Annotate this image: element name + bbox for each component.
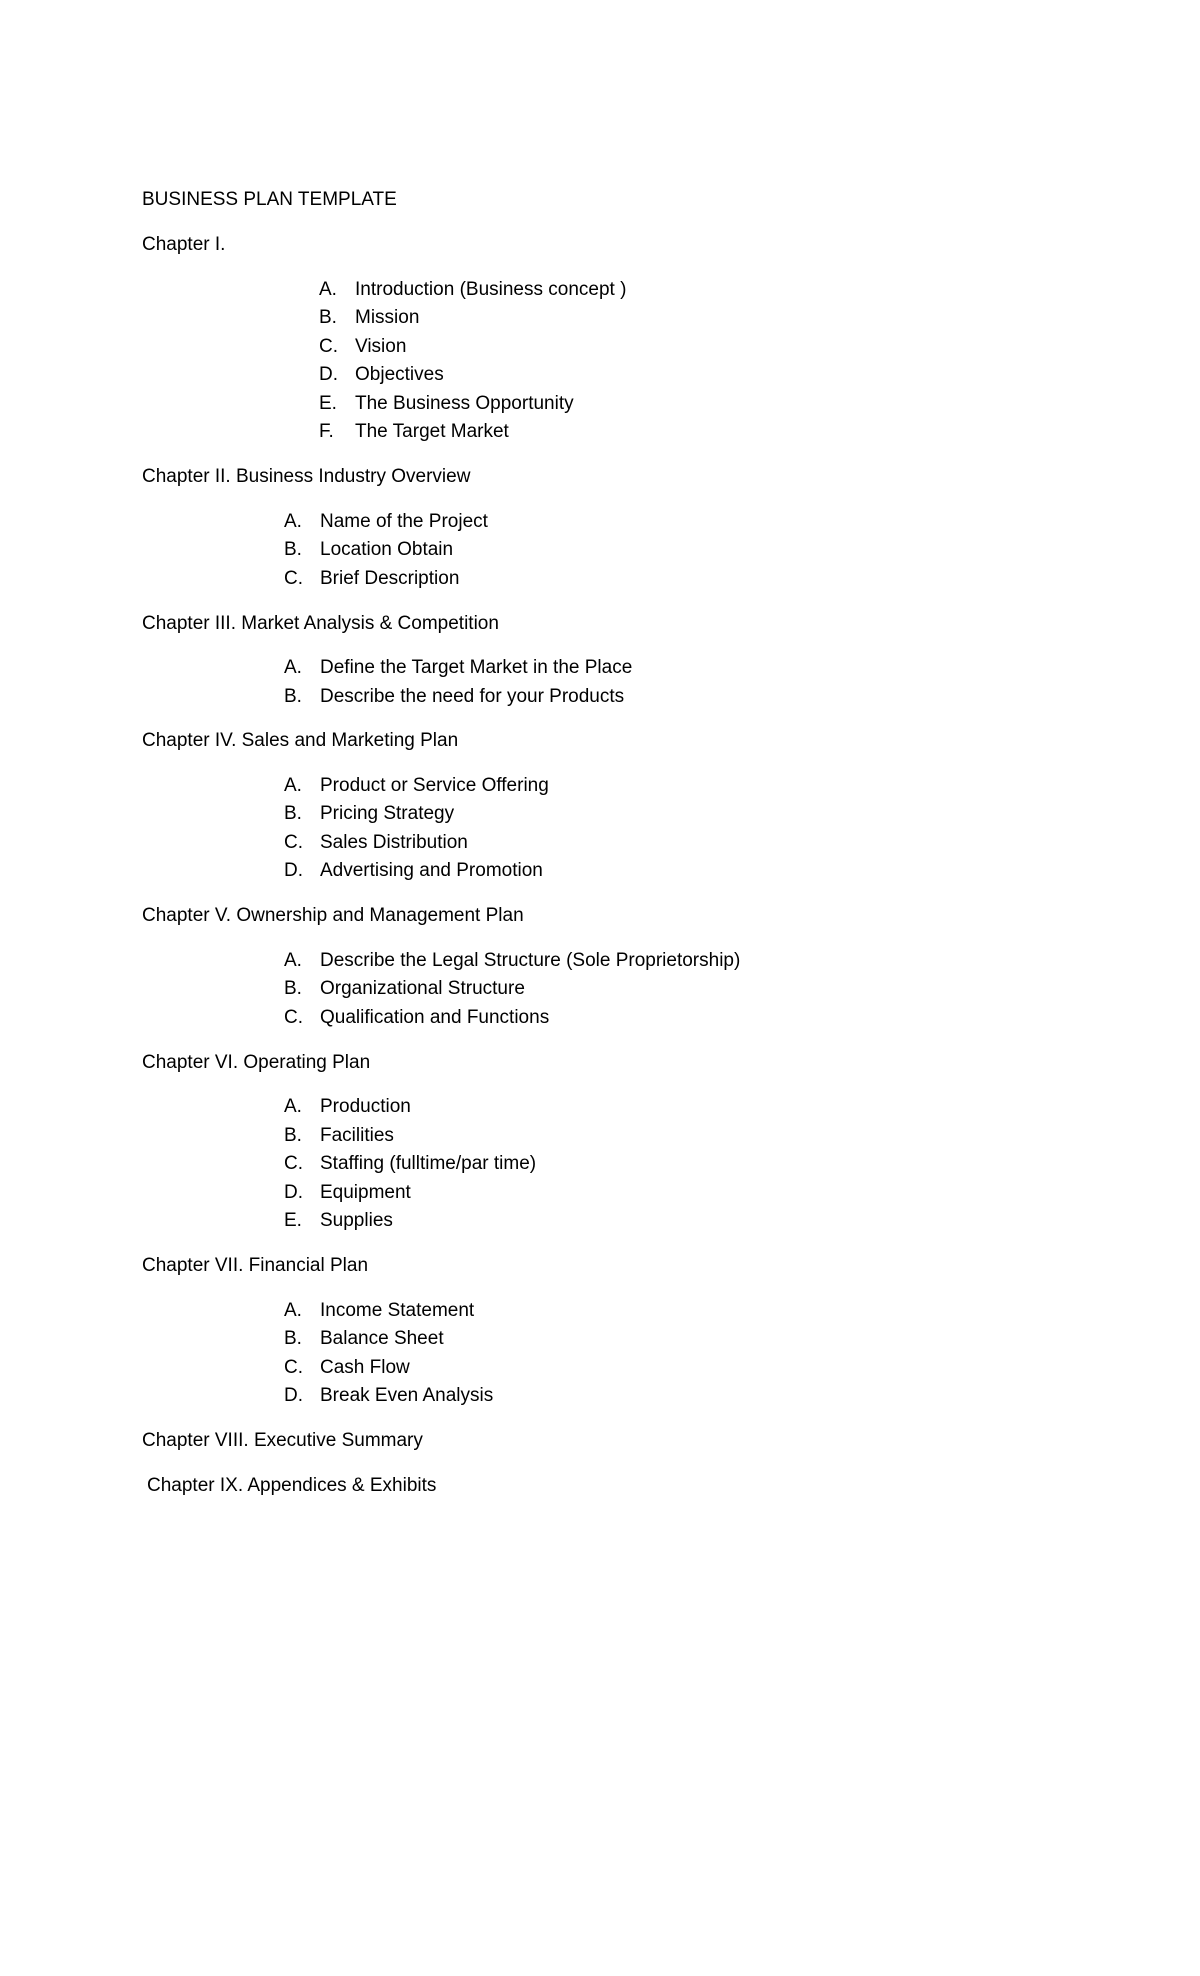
list-item-letter: A. [284, 775, 302, 796]
document-title: BUSINESS PLAN TEMPLATE [142, 189, 397, 210]
list-item-text: Describe the Legal Structure (Sole Proprietorship) [320, 950, 741, 971]
list-item-text: Mission [355, 307, 420, 328]
list-item-text: Equipment [320, 1182, 411, 1203]
list-item-text: Income Statement [320, 1300, 475, 1321]
list-item-text: The Business Opportunity [355, 393, 574, 414]
list-item-text: Pricing Strategy [320, 803, 455, 824]
chapter-heading: Chapter IX. Appendices & Exhibits [147, 1475, 437, 1496]
list-item-letter: B. [284, 686, 302, 707]
list-item-text: The Target Market [355, 421, 509, 442]
chapter-heading: Chapter I. [142, 234, 226, 255]
list-item-letter: A. [284, 511, 302, 532]
list-item-text: Vision [355, 336, 407, 357]
list-item-letter: D. [284, 1182, 303, 1203]
list-item-text: Location Obtain [320, 539, 454, 560]
list-item-letter: E. [284, 1210, 302, 1231]
list-item-letter: A. [319, 279, 337, 300]
list-item-text: Break Even Analysis [320, 1385, 494, 1406]
list-item-letter: D. [284, 1385, 303, 1406]
list-item-text: Product or Service Offering [320, 775, 549, 796]
list-item-text: Cash Flow [320, 1357, 410, 1378]
list-item-letter: B. [284, 1328, 302, 1349]
chapter-heading: Chapter V. Ownership and Management Plan [142, 905, 524, 926]
list-item-text: Production [320, 1096, 411, 1117]
list-item-letter: B. [284, 1125, 302, 1146]
list-item-letter: E. [319, 393, 337, 414]
list-item-letter: C. [284, 1357, 303, 1378]
list-item-letter: B. [319, 307, 337, 328]
list-item-letter: D. [284, 860, 303, 881]
list-item-letter: C. [284, 832, 303, 853]
list-item-letter: C. [319, 336, 338, 357]
list-item-text: Facilities [320, 1125, 394, 1146]
list-item-letter: C. [284, 1153, 303, 1174]
list-item-letter: A. [284, 657, 302, 678]
chapter-heading: Chapter VIII. Executive Summary [142, 1430, 423, 1451]
list-item-text: Organizational Structure [320, 978, 525, 999]
list-item-letter: D. [319, 364, 338, 385]
chapter-heading: Chapter VI. Operating Plan [142, 1052, 371, 1073]
list-item-text: Describe the need for your Products [320, 686, 625, 707]
list-item-text: Supplies [320, 1210, 393, 1231]
list-item-text: Balance Sheet [320, 1328, 444, 1349]
list-item-letter: C. [284, 1007, 303, 1028]
list-item-letter: B. [284, 539, 302, 560]
list-item-text: Objectives [355, 364, 444, 385]
list-item-letter: B. [284, 803, 302, 824]
list-item-text: Qualification and Functions [320, 1007, 550, 1028]
chapter-heading: Chapter IV. Sales and Marketing Plan [142, 730, 459, 751]
list-item-text: Brief Description [320, 568, 460, 589]
chapter-heading: Chapter VII. Financial Plan [142, 1255, 369, 1276]
list-item-letter: A. [284, 1096, 302, 1117]
list-item-letter: C. [284, 568, 303, 589]
list-item-text: Sales Distribution [320, 832, 468, 853]
chapter-heading: Chapter II. Business Industry Overview [142, 466, 471, 487]
list-item-text: Staffing (fulltime/par time) [320, 1153, 537, 1174]
list-item-letter: F. [319, 421, 334, 442]
chapter-heading: Chapter III. Market Analysis & Competition [142, 613, 499, 634]
list-item-letter: B. [284, 978, 302, 999]
list-item-text: Define the Target Market in the Place [320, 657, 633, 678]
list-item-letter: A. [284, 950, 302, 971]
list-item-text: Name of the Project [320, 511, 488, 532]
list-item-text: Introduction (Business concept ) [355, 279, 627, 300]
list-item-text: Advertising and Promotion [320, 860, 543, 881]
list-item-letter: A. [284, 1300, 302, 1321]
